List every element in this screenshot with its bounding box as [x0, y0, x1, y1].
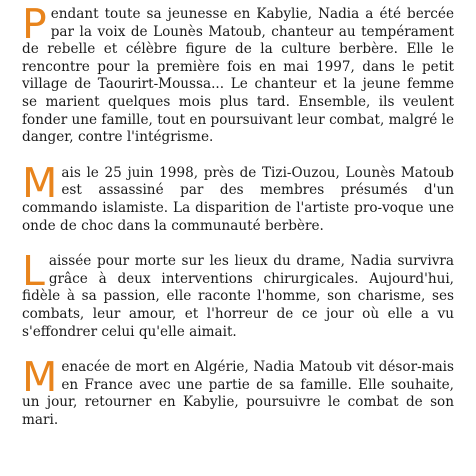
back-cover-text — [22, 0, 454, 429]
drop-cap: L — [22, 247, 45, 296]
drop-cap: M — [22, 353, 58, 402]
drop-cap: M — [22, 158, 58, 207]
paragraph-3 — [22, 247, 454, 341]
paragraph-text: endant toute sa jeunesse en Kabylie, Nadia a été bercée par la voix de Lounès Matoub, chanteur au tempérament de rebelle et célèbre figure de la culture berbère. Elle le rencontre pour la première fois en mai 1997, dans le petit village de Taourirt-Moussa... Le chanteur et la jeune femme se marient quelques mois plus tard. Ensemble, ils veulent fonder une famille, tout en poursuivant leur combat, malgré le danger, contre l'intégrisme. — [22, 6, 454, 146]
paragraph-text: ais le 25 juin 1998, près de Tizi-Ouzou, Lounès Matoub est assassiné par des membres présumés d'un commando islamiste. La disparition de l'artiste pro-voque une onde de choc dans la communauté berbère. — [22, 164, 454, 234]
paragraph-2 — [22, 158, 454, 235]
paragraph-4 — [22, 353, 454, 429]
paragraph-text: enacée de mort en Algérie, Nadia Matoub vit désor-mais en France avec une partie de sa famille. Elle souhaite, un jour, retourner en Kabylie, poursuivre le combat de son mari. — [22, 359, 454, 428]
paragraph-text: aissée pour morte sur les lieux du drame, Nadia survivra grâce à deux interventions chirurgicales. Aujourd'hui, fidèle à sa passion, elle raconte l'homme, son charisme, ses combats, leur amour, et l'horreur de ce jour où elle a vu s'effondrer celui qu'elle aimait. — [22, 253, 454, 340]
drop-cap: P — [22, 0, 47, 48]
paragraph-1 — [22, 0, 454, 147]
